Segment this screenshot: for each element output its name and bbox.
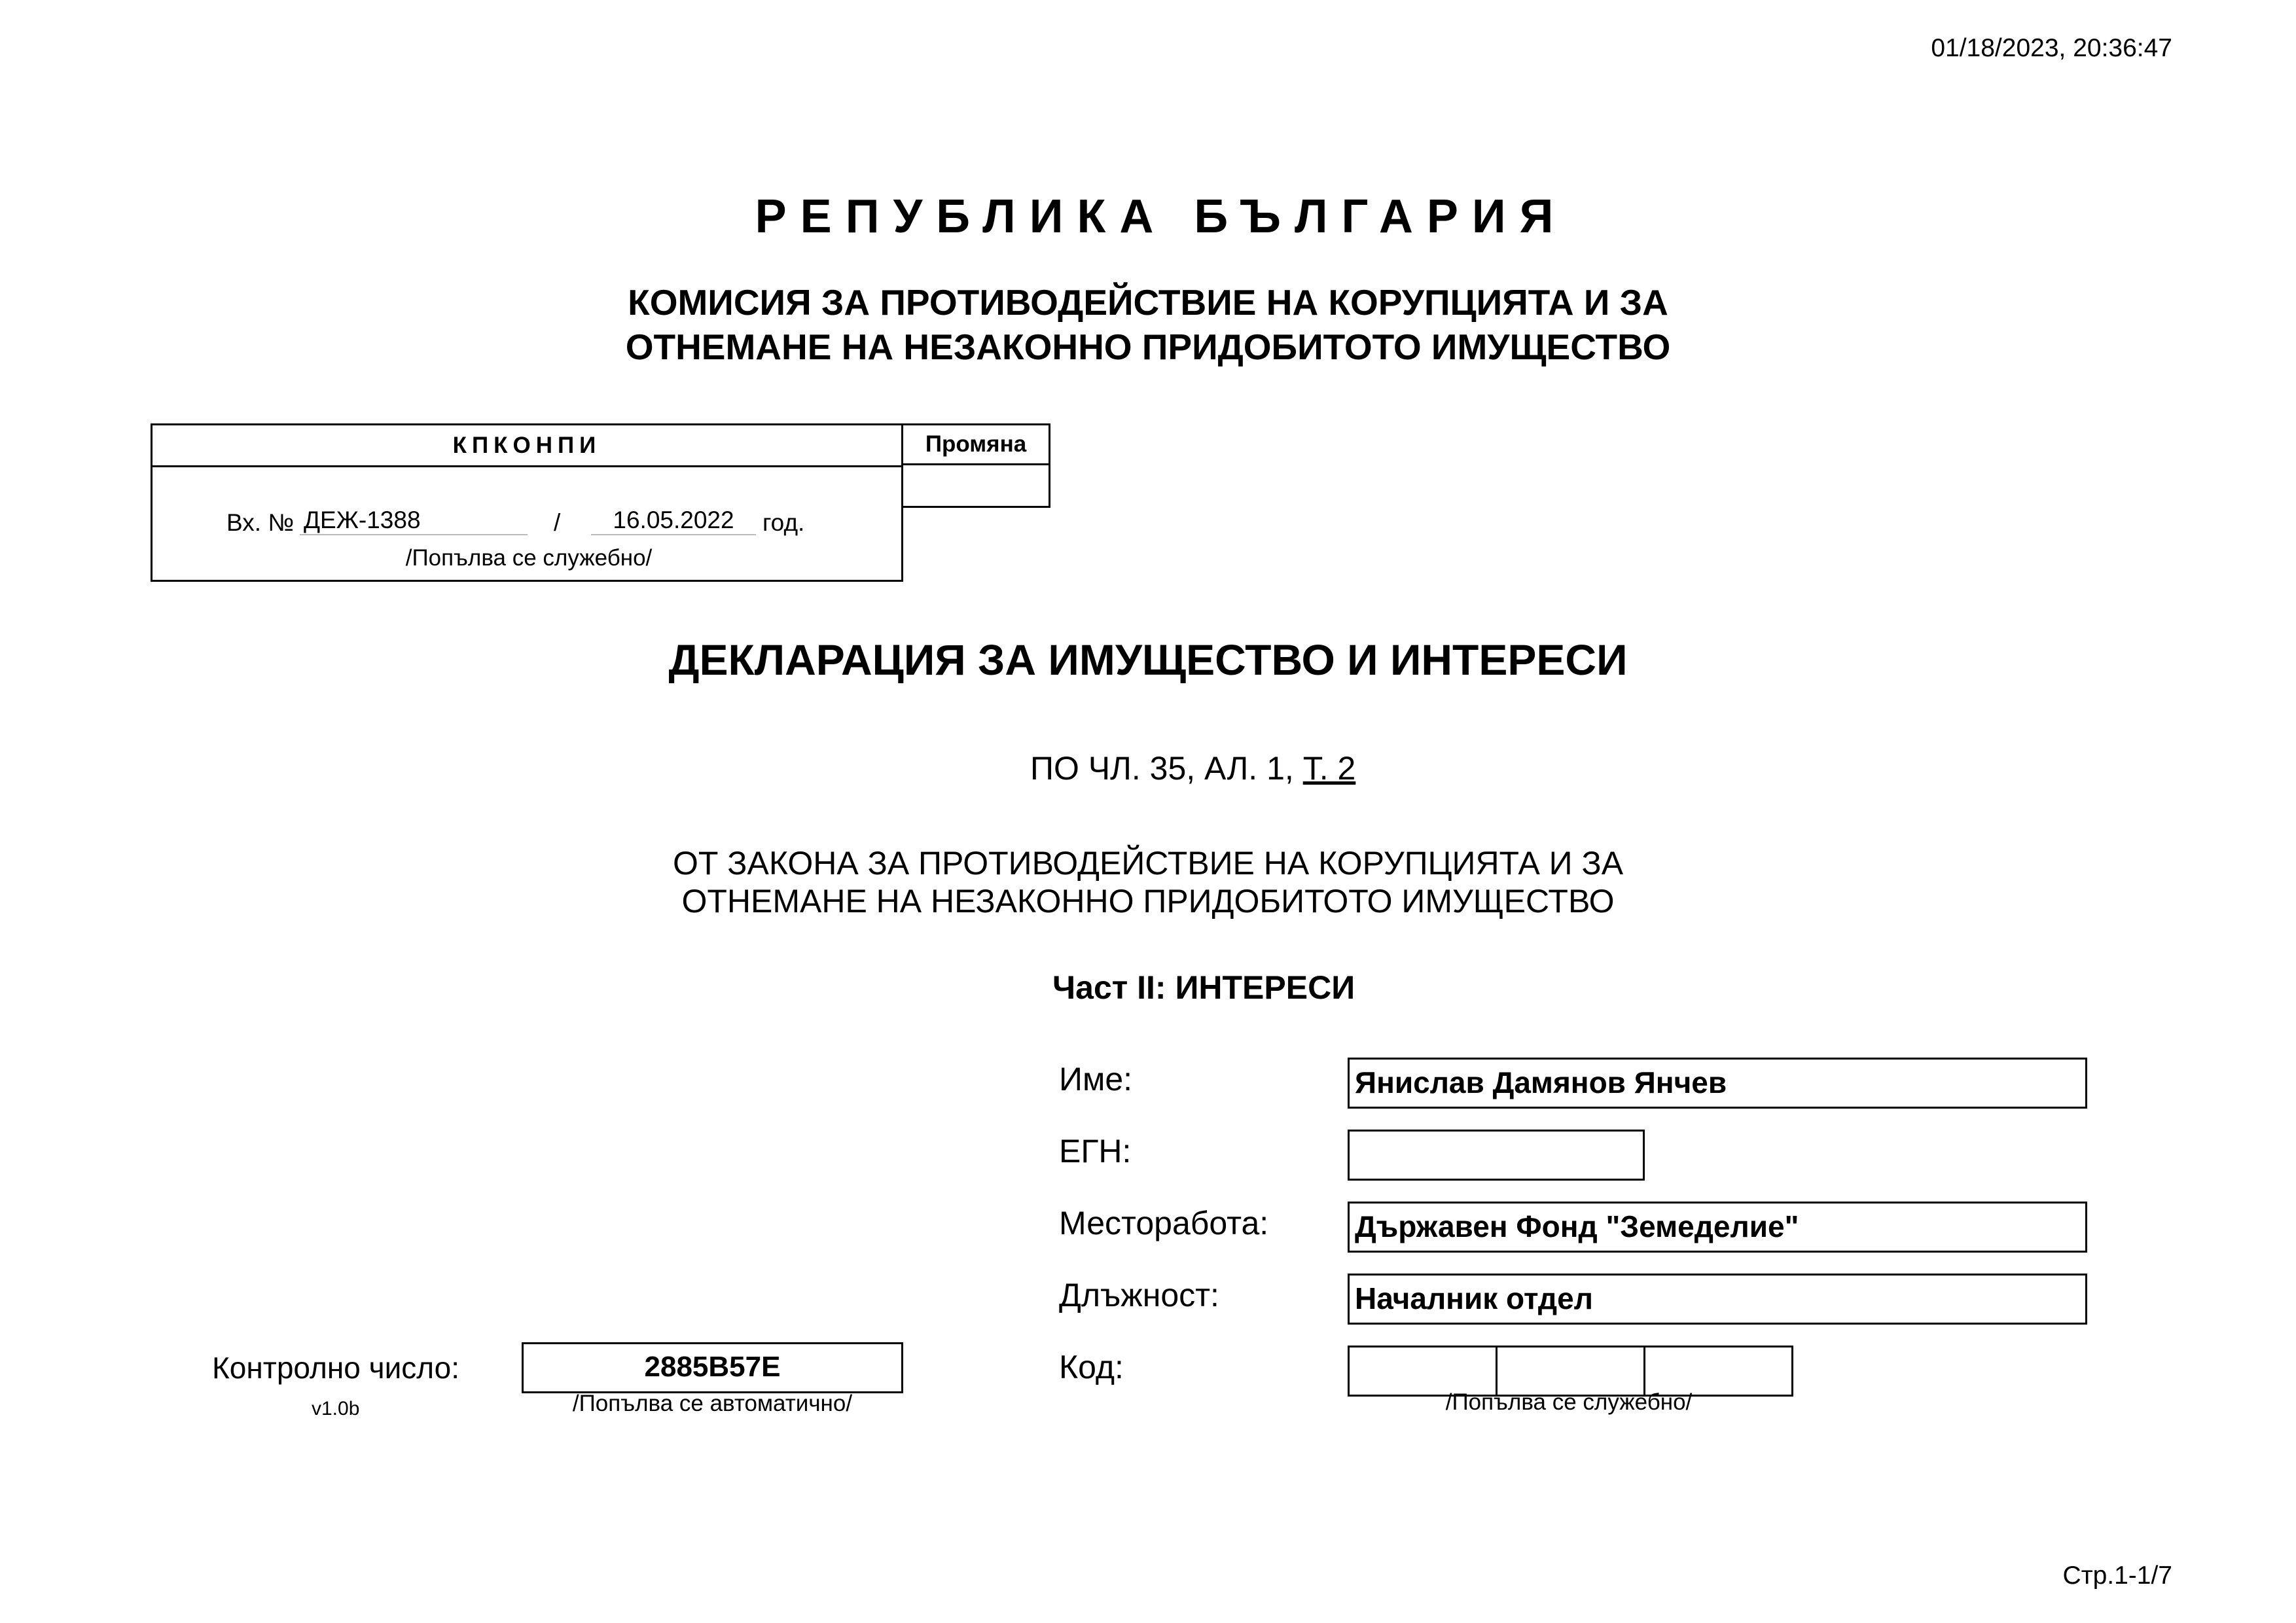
commission-name — [493, 280, 1803, 369]
control-number-field: 2885B57E — [522, 1342, 903, 1393]
name-label: Име: — [1059, 1061, 1133, 1097]
workplace-field[interactable]: Държавен Фонд "Земеделие" — [1348, 1202, 2087, 1253]
registration-office-note: /Попълва се служебно/ — [405, 545, 653, 571]
act-name-line1: ОТ ЗАКОНА ЗА ПРОТИВОДЕЙСТВИЕ НА КОРУПЦИЯТА И ЗА — [672, 845, 1624, 882]
commission-name-line2: ОТНЕМАНЕ НА НЕЗАКОННО ПРИДОБИТОТО ИМУЩЕСТВО — [625, 327, 1671, 367]
egn-field[interactable] — [1348, 1130, 1645, 1181]
control-number-label: Контролно число: — [212, 1351, 459, 1385]
change-header: Промяна — [901, 423, 1050, 465]
legal-basis — [1030, 749, 1355, 787]
form-version: v1.0b — [312, 1398, 360, 1419]
workplace-label: Месторабота: — [1059, 1205, 1269, 1241]
republic-title: РЕПУБЛИКА БЪЛГАРИЯ — [755, 190, 1568, 243]
registration-date-field[interactable]: 16.05.2022 — [591, 507, 756, 535]
year-label: год. — [762, 509, 805, 536]
page-number: Стр.1-1/7 — [2062, 1561, 2172, 1590]
legal-basis-article: ПО ЧЛ. 35, АЛ. 1, — [1030, 750, 1294, 787]
act-name — [493, 844, 1803, 920]
name-field[interactable]: Янислав Дамянов Янчев — [1348, 1058, 2087, 1109]
commission-name-line1: КОМИСИЯ ЗА ПРОТИВОДЕЙСТВИЕ НА КОРУПЦИЯТА И ЗА — [628, 282, 1668, 323]
registration-org: КПКОНПИ — [152, 425, 901, 467]
registration-box — [151, 423, 903, 582]
registration-slash: / — [554, 509, 561, 536]
print-timestamp: 01/18/2023, 20:36:47 — [1931, 34, 2172, 62]
act-name-line2: ОТНЕМАНЕ НА НЕЗАКОННО ПРИДОБИТОТО ИМУЩЕСТВО — [681, 883, 1615, 919]
incoming-number-label: Вх. № — [226, 509, 295, 536]
code-label: Код: — [1059, 1349, 1124, 1385]
incoming-number-field[interactable]: ДЕЖ-1388 — [300, 507, 528, 535]
code-office-note: /Попълва се служебно/ — [1445, 1389, 1693, 1415]
declaration-title: ДЕКЛАРАЦИЯ ЗА ИМУЩЕСТВО И ИНТЕРЕСИ — [668, 635, 1628, 684]
change-field[interactable] — [901, 463, 1050, 508]
part-title: Част II: ИНТЕРЕСИ — [1052, 969, 1355, 1006]
control-auto-note: /Попълва се автоматично/ — [572, 1391, 853, 1416]
legal-basis-point: Т. 2 — [1302, 750, 1356, 787]
position-label: Длъжност: — [1059, 1277, 1219, 1313]
position-field[interactable]: Началник отдел — [1348, 1274, 2087, 1325]
egn-label: ЕГН: — [1059, 1133, 1132, 1169]
